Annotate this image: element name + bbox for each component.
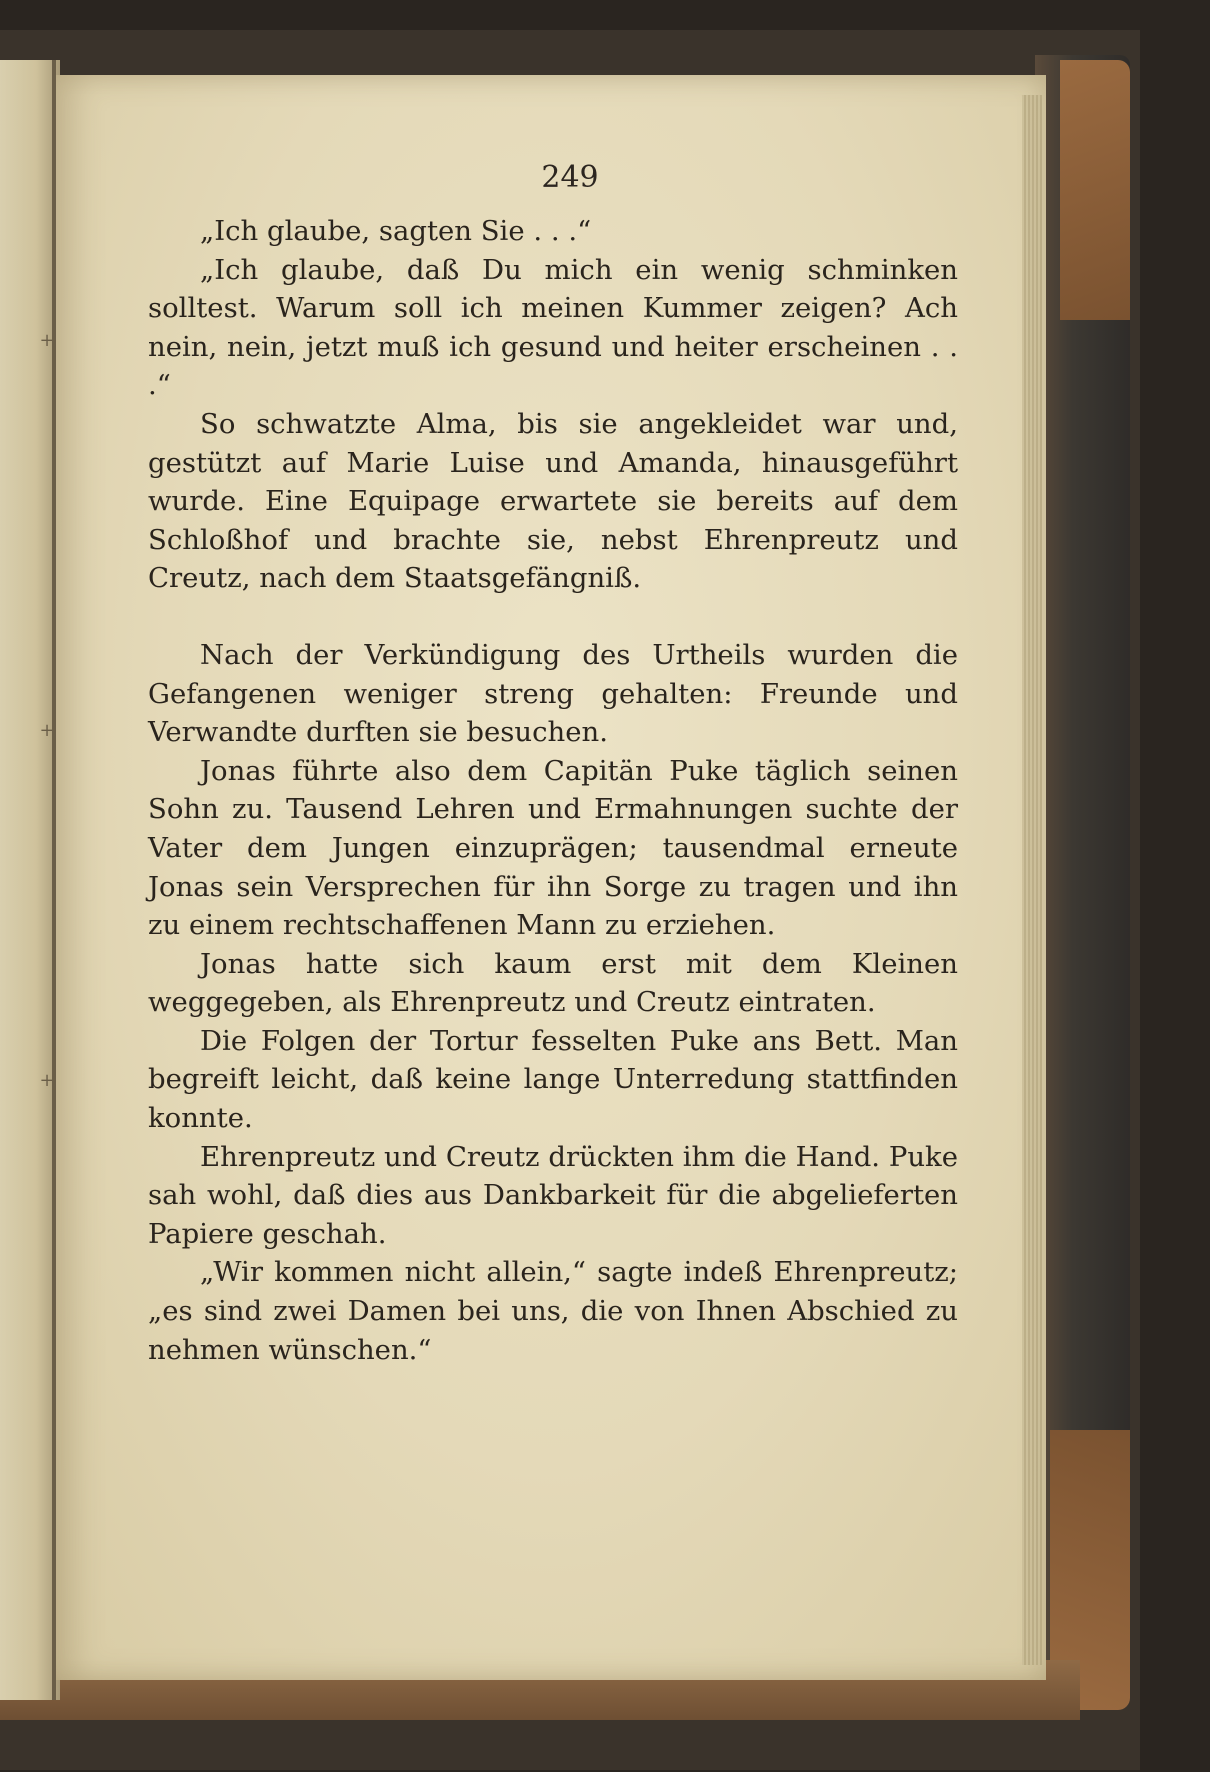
paragraph: Nach der Verkündigung des Urtheils wurden die Gefangenen weniger streng gehalten: Freunde und Verwandte durften sie besuchen. <box>148 638 958 749</box>
binding-thread-mark: + <box>39 1070 55 1091</box>
paragraph: So schwatzte Alma, bis sie angekleidet war und, gestützt auf Marie Luise und Amanda, hinausgeführt wurde. Eine Equipage erwartete sie bereits auf dem Schloßhof und brachte sie, nebst Ehrenpreutz und Creutz, nach dem Staatsgefängniß. <box>148 407 958 595</box>
paragraph: „Wir kommen nicht allein,“ sagte indeß Ehrenpreutz; „es sind zwei Damen bei uns, die von Ihnen Abschied zu nehmen wünschen.“ <box>148 1256 958 1366</box>
body-text <box>148 212 958 1369</box>
binding-thread-mark: + <box>39 720 55 741</box>
page-number: 249 <box>541 160 599 195</box>
book-spine <box>52 60 56 1700</box>
paragraph: „Ich glaube, daß Du mich ein wenig schminken solltest. Warum soll ich meinen Kummer zeigen? Ach nein, nein, jetzt muß ich gesund und heiter erscheinen . . .“ <box>148 253 958 402</box>
paragraph: „Ich glaube, sagten Sie . . .“ <box>200 215 592 247</box>
binding-thread-mark: + <box>39 330 55 351</box>
paragraph: Die Folgen der Tortur fesselten Puke ans Bett. Man begreift leicht, daß keine lange Unterredung stattfinden konnte. <box>148 1024 958 1135</box>
paragraph: Jonas führte also dem Capitän Puke täglich seinen Sohn zu. Tausend Lehren und Ermahnungen suchte der Vater dem Jungen einzuprägen; tausendmal erneute Jonas sein Versprechen für ihn Sorge zu tragen und ihn zu einem rechtschaffenen Mann zu erziehen. <box>148 754 958 942</box>
section-break <box>148 598 958 636</box>
paragraph: Jonas hatte sich kaum erst mit dem Kleinen weggegeben, als Ehrenpreutz und Creutz eintraten. <box>148 947 958 1019</box>
left-page-strip <box>0 60 60 1700</box>
paragraph: Ehrenpreutz und Creutz drückten ihm die Hand. Puke sah wohl, daß dies aus Dankbarkeit für die abgelieferten Papiere geschah. <box>148 1140 958 1250</box>
page-edges <box>1022 95 1042 1665</box>
